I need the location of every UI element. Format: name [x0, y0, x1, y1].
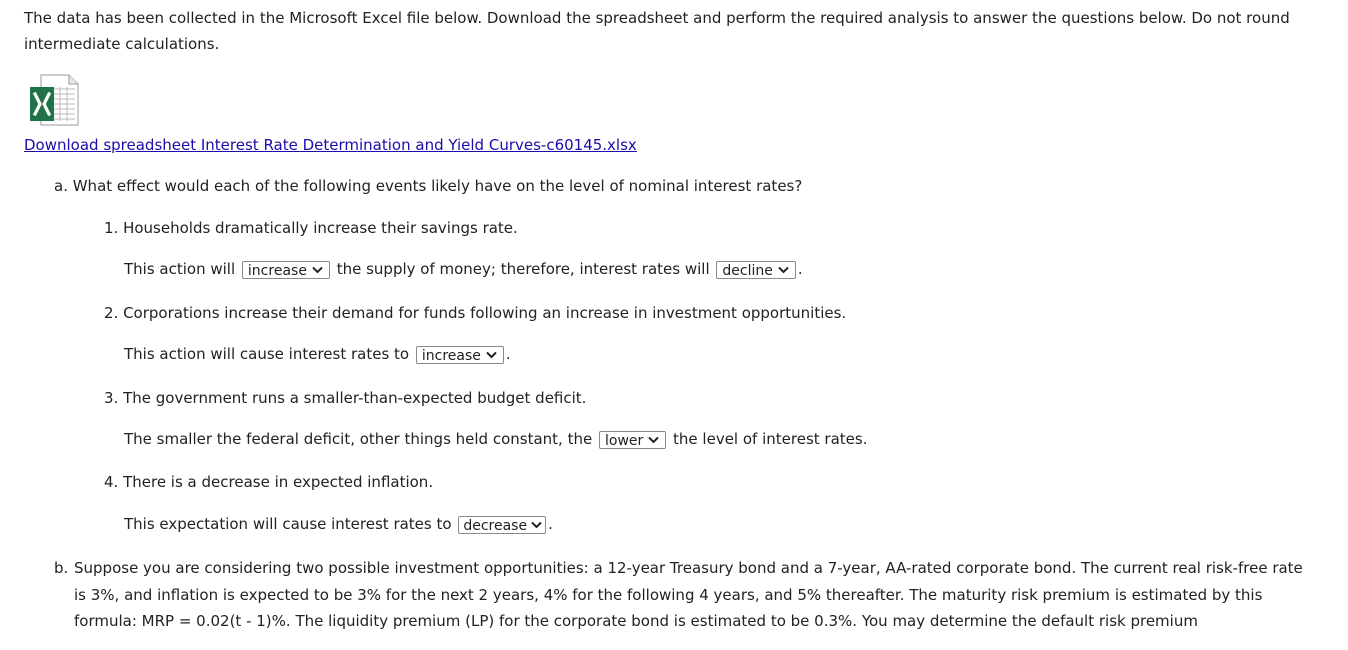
- dropdown-value: increase: [247, 262, 307, 279]
- chevron-down-icon: [778, 266, 789, 274]
- answer-3-text-before: The smaller the federal deficit, other things held constant, the: [124, 430, 593, 448]
- answer-1-text-after: .: [797, 260, 803, 278]
- chevron-down-icon: [486, 351, 497, 359]
- answer-2-text-after: .: [505, 345, 511, 363]
- answer-3-dropdown[interactable]: [599, 431, 666, 449]
- dropdown-value: decline: [722, 262, 773, 279]
- answer-4-dropdown[interactable]: [458, 516, 546, 534]
- answer-1-dropdown-interest-rates[interactable]: [716, 261, 795, 279]
- excel-file-icon[interactable]: [29, 74, 79, 126]
- part-b-label: b.: [54, 559, 69, 577]
- answer-4-text-after: .: [548, 515, 553, 533]
- part-b-text: Suppose you are considering two possible investment opportunities: a 12-year Treasury bond and a 7-year, AA-rated corporate bond. The current real risk-free rate is 3%, and inflation is expected to be 3% for the next 2 years, 4% for the following 4 years, and 5% thereafter. The maturity risk premium is estimated by this formula: MRP = 0.02(t - 1)%. The liquidity premium (LP) for the corporate bond is estimated to be 0.3%. You may determine the default risk premium: [74, 559, 1303, 630]
- answer-3-text-after: the level of interest rates.: [673, 430, 868, 448]
- chevron-down-icon: [648, 436, 659, 444]
- download-spreadsheet-link[interactable]: Download spreadsheet Interest Rate Determination and Yield Curves-c60145.xlsx: [24, 136, 637, 154]
- answer-4-text-before: This expectation will cause interest rates to: [124, 515, 452, 533]
- answer-1-text-middle: the supply of money; therefore, interest rates will: [336, 260, 710, 278]
- question-2: 2. Corporations increase their demand for funds following an increase in investment opportunities.: [104, 304, 847, 322]
- question-1: 1. Households dramatically increase their savings rate.: [104, 219, 518, 237]
- question-4: 4. There is a decrease in expected inflation.: [104, 473, 434, 491]
- dropdown-value: increase: [421, 347, 481, 364]
- dropdown-value: lower: [604, 432, 644, 449]
- chevron-down-icon: [531, 521, 542, 529]
- chevron-down-icon: [312, 266, 323, 274]
- answer-2-dropdown[interactable]: [416, 346, 504, 364]
- answer-3: [124, 429, 867, 449]
- answer-4: [124, 514, 553, 534]
- part-a-question: a. What effect would each of the following events likely have on the level of nominal interest rates?: [54, 177, 803, 195]
- instructions-text: The data has been collected in the Microsoft Excel file below. Download the spreadsheet and perform the required analysis to answer the questions below. Do not round intermediate calculations.: [24, 9, 1290, 53]
- answer-1: [124, 259, 803, 279]
- dropdown-value: decrease: [463, 517, 528, 534]
- answer-2: [124, 344, 511, 364]
- answer-2-text-before: This action will cause interest rates to: [124, 345, 410, 363]
- answer-1-dropdown-money-supply[interactable]: [242, 261, 330, 279]
- question-3: 3. The government runs a smaller-than-expected budget deficit.: [104, 389, 587, 407]
- answer-1-text-before: This action will: [124, 260, 236, 278]
